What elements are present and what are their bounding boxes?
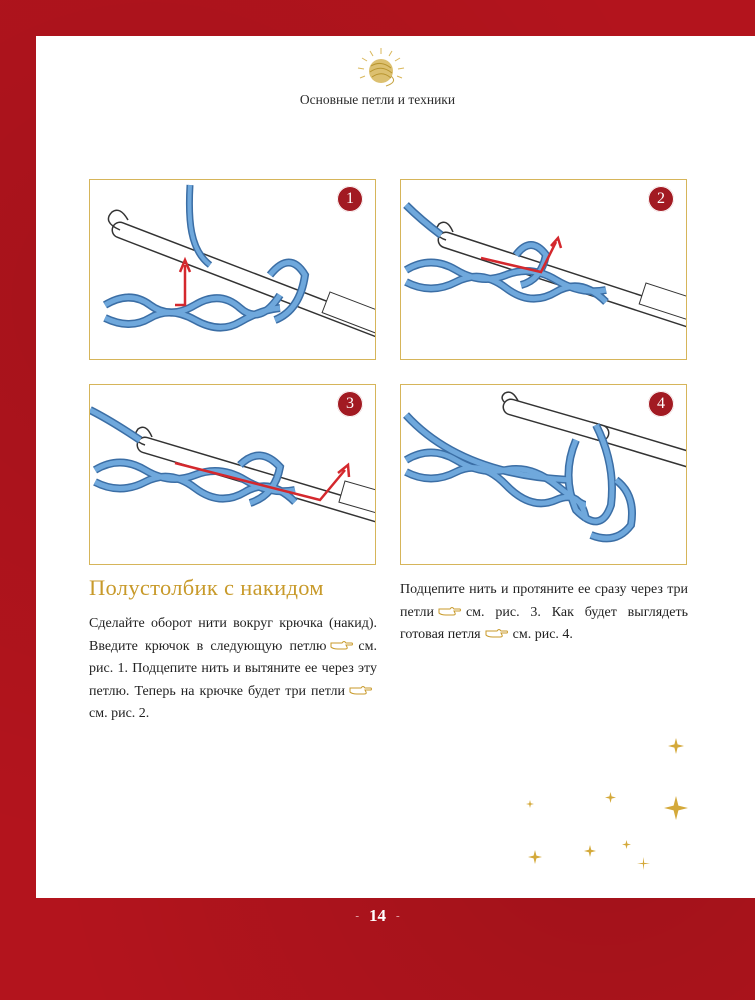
figure-panel-1 bbox=[89, 179, 376, 360]
star-icon bbox=[668, 738, 684, 754]
pointing-hand-icon bbox=[485, 627, 509, 639]
page-number-value: 14 bbox=[369, 906, 386, 925]
crochet-illustration-step-2 bbox=[401, 180, 687, 360]
instruction-text: Подцепите нить и протяните ее сразу через три петли bbox=[400, 582, 688, 620]
instruction-text: см. рис. 3. Как будет выглядеть готовая петля bbox=[400, 604, 688, 642]
running-head: Основные петли и техники bbox=[299, 92, 456, 107]
pointing-hand-icon bbox=[438, 605, 462, 617]
instruction-column-1 bbox=[89, 613, 377, 726]
page-number-dash: - bbox=[355, 910, 359, 922]
figure-number-badge: 2 bbox=[648, 186, 674, 212]
star-icon bbox=[664, 796, 688, 820]
figure-number-badge: 1 bbox=[337, 186, 363, 212]
instruction-text: см. рис. 1. Подцепите нить и вытяните ее через эту петлю. Теперь на крючке будет три петли bbox=[89, 638, 377, 699]
star-icon bbox=[637, 857, 650, 870]
figure-panel-3 bbox=[89, 384, 376, 565]
instruction-column-2 bbox=[400, 579, 688, 647]
section-title: Полустолбик с накидом bbox=[89, 575, 324, 600]
figure-panel-4 bbox=[400, 384, 687, 565]
crochet-illustration-step-1 bbox=[90, 180, 376, 360]
star-icon bbox=[605, 792, 616, 803]
figure-number-badge: 4 bbox=[648, 391, 674, 417]
figure-panel-2 bbox=[400, 179, 687, 360]
crochet-illustration-step-4 bbox=[401, 385, 687, 565]
instruction-text: Сделайте оборот нити вокруг крючка (накид). Введите крючок в следующую петлю bbox=[89, 616, 377, 654]
star-icon bbox=[528, 850, 542, 864]
page-number-dash: - bbox=[396, 910, 400, 922]
star-icon bbox=[526, 800, 534, 808]
star-icon bbox=[584, 845, 596, 857]
pointing-hand-icon bbox=[330, 639, 354, 651]
star-icon bbox=[622, 840, 631, 849]
pointing-hand-icon bbox=[349, 684, 373, 696]
instruction-text: см. рис. 2. bbox=[89, 706, 150, 721]
figure-number-badge: 3 bbox=[337, 391, 363, 417]
instruction-text: см. рис. 4. bbox=[512, 627, 573, 642]
page-number bbox=[0, 906, 755, 926]
yarn-ball-emblem-icon bbox=[356, 46, 406, 90]
crochet-illustration-step-3 bbox=[90, 385, 376, 565]
